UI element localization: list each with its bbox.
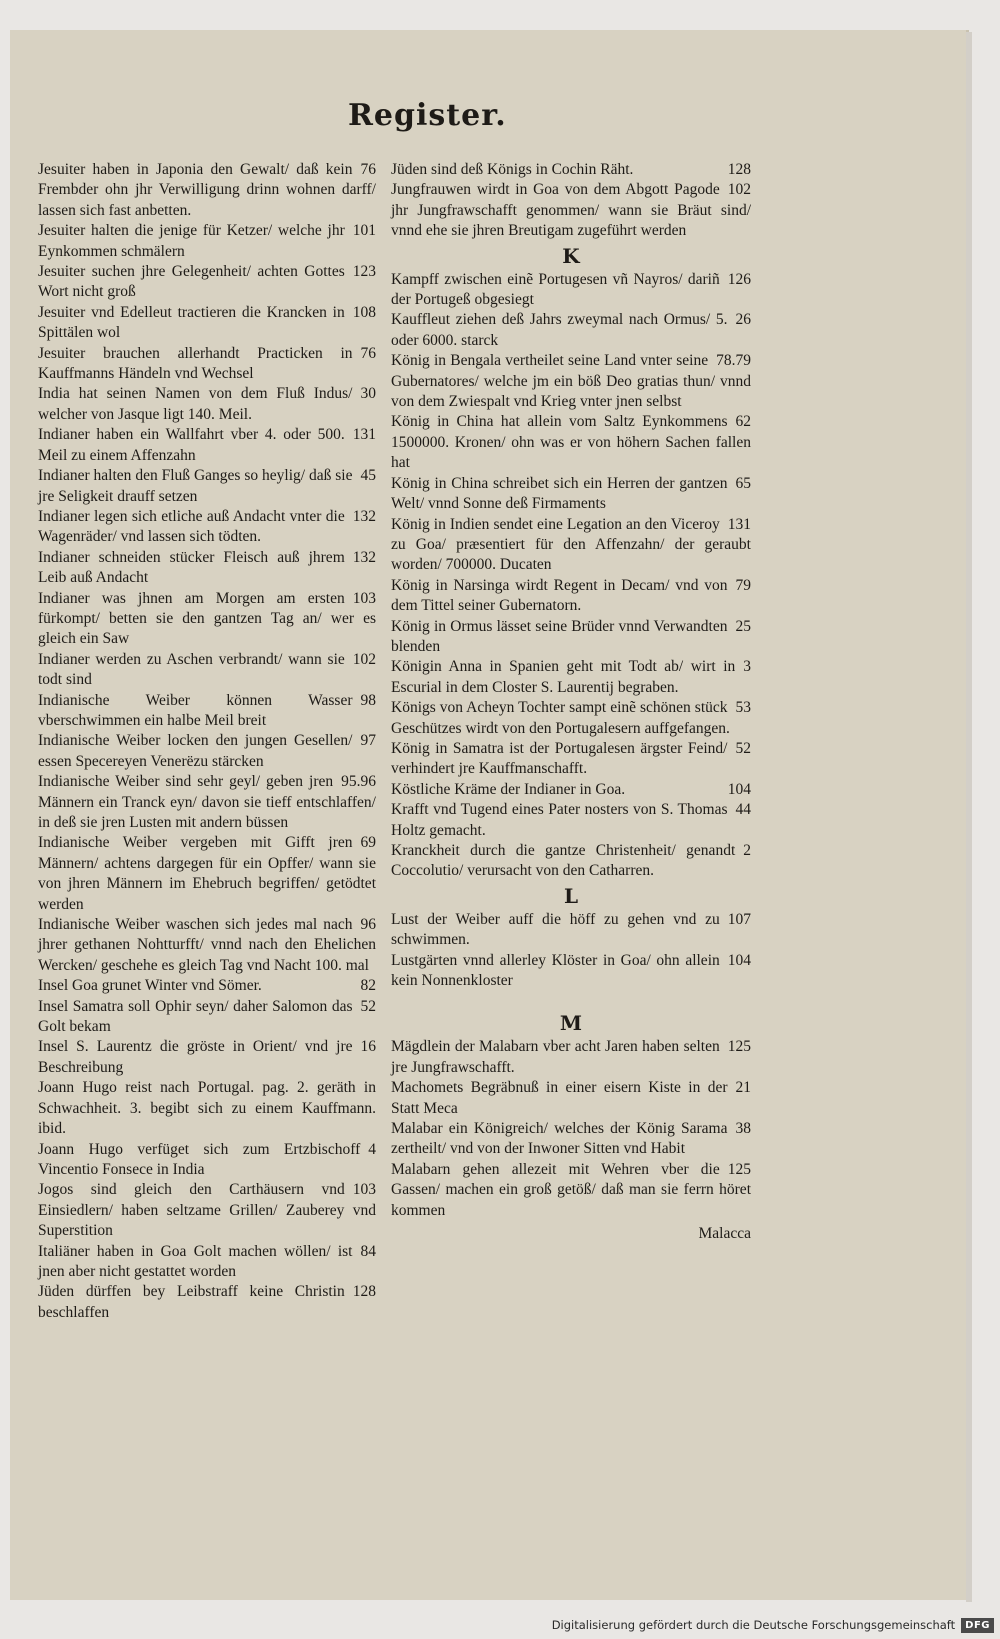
entry-text: Jungfrauwen wirdt in Goa von dem Abgott Pagode jhr Jungfrawschafft genommen/ wann sie Bräut sind/ vnnd ehe sie jhren Breutigam zugeführt werden xyxy=(391,181,751,240)
index-entry xyxy=(38,160,376,221)
page-reference: 3 xyxy=(743,658,751,676)
entry-text: Lustgärten vnnd allerley Klöster in Goa/ ohn allein kein Nonnenkloster xyxy=(391,951,720,990)
page-reference: 126 xyxy=(727,270,751,288)
entry-text: Krafft vnd Tugend eines Pater nosters von S. Thomas Holtz gemacht. xyxy=(391,801,728,839)
entry-text: Indianer halten den Fluß Ganges so heylig/ daß sie jre Seligkeit drauff setzen xyxy=(38,467,353,505)
index-entry xyxy=(38,1242,376,1283)
index-entry xyxy=(38,589,376,650)
index-entry xyxy=(38,650,376,691)
page-reference: 98 xyxy=(360,691,376,709)
page-reference: 84 xyxy=(360,1242,376,1260)
entry-text: Indianische Weiber sind sehr geyl/ geben jren Männern ein Tranck eyn/ davon sie tieff entschlaffen/ in deß sie jren Lusten mit andern büssen xyxy=(38,773,376,831)
page-reference: 2 xyxy=(743,842,751,859)
entry-text: Jüden sind deß Königs in Cochin Räht. xyxy=(391,161,634,178)
page-reference: 132 xyxy=(352,548,376,566)
entry-text: König in China schreibet sich ein Herren der gantzen Welt/ vnnd Sonne deß Firmaments xyxy=(391,474,728,513)
page-reference: 104 xyxy=(727,951,751,969)
index-entry xyxy=(38,221,376,262)
left-column xyxy=(38,160,376,1323)
page-reference: 96 xyxy=(360,916,376,934)
index-entry xyxy=(38,731,376,772)
catchword: Malacca xyxy=(698,1225,751,1243)
page-reference: 103 xyxy=(352,589,376,607)
entry-text: Indianer legen sich etliche auß Andacht vnter die Wagenräder/ vnd lassen sich tödten. xyxy=(38,507,345,546)
index-entry xyxy=(38,466,376,507)
entry-text: Italiäner haben in Goa Golt machen wöllen/ ist jnen aber nicht gestattet worden xyxy=(38,1242,353,1280)
entry-text: Jesuiter suchen jhre Gelegenheit/ achten Gottes Wort nicht groß xyxy=(38,263,345,301)
index-entry xyxy=(391,515,751,576)
entry-text: König in China hat allein vom Saltz Eynkommens 1500000. Kronen/ ohn was er von höhern Sachen fallen hat xyxy=(391,413,751,472)
entry-text: Indianer haben ein Wallfahrt vber 4. oder 500. Meil zu einem Affenzahn xyxy=(38,426,345,464)
index-entry xyxy=(391,617,751,658)
page-edge xyxy=(966,32,972,1602)
index-block-m xyxy=(391,1037,751,1221)
index-entry xyxy=(391,910,751,951)
index-block-l xyxy=(391,910,751,992)
page-reference: 69 xyxy=(360,834,376,852)
index-entry xyxy=(38,507,376,548)
index-entry xyxy=(391,800,751,841)
entry-text: Jesuiter brauchen allerhandt Practicken in Kauffmanns Händeln vnd Wechsel xyxy=(38,344,353,383)
index-entry xyxy=(391,698,751,739)
index-entry xyxy=(38,1140,376,1181)
entry-text: Kranckheit durch die gantze Christenheit/ genandt Coccolutio/ verursacht von den Catharren. xyxy=(391,842,736,880)
page-reference: 45 xyxy=(360,467,376,485)
index-entry xyxy=(38,303,376,344)
index-entry xyxy=(38,691,376,732)
index-entry xyxy=(38,1180,376,1241)
index-entry xyxy=(391,951,751,992)
index-entry xyxy=(391,657,751,698)
page-reference: 107 xyxy=(727,910,751,928)
page-reference: 65 xyxy=(735,474,751,492)
section-gap xyxy=(391,991,751,1009)
entry-text: Malabarn gehen allezeit mit Wehren vber die Gassen/ machen ein groß getöß/ daß man sie ferrn höret kommen xyxy=(391,1160,751,1219)
index-entry xyxy=(391,739,751,780)
page-reference: 44 xyxy=(735,801,751,819)
entry-text: Insel S. Laurentz die gröste in Orient/ vnd jre Beschreibung xyxy=(38,1038,353,1076)
book-page xyxy=(10,30,969,1600)
page-reference: 52 xyxy=(360,997,376,1015)
index-entry xyxy=(38,976,376,996)
page-reference: 52 xyxy=(735,739,751,757)
page-content xyxy=(38,98,758,1478)
index-entry xyxy=(391,412,751,473)
page-reference: 128 xyxy=(352,1283,376,1301)
index-entry xyxy=(391,310,751,351)
page-reference: 62 xyxy=(735,413,751,431)
index-entry xyxy=(391,1078,751,1119)
entry-text: Königin Anna in Spanien geht mit Todt ab/ wirt in Escurial in dem Closter S. Laurentij begraben. xyxy=(391,658,736,696)
page-reference: 82 xyxy=(360,977,376,995)
entry-text: Insel Samatra soll Ophir seyn/ daher Salomon das Golt bekam xyxy=(38,997,353,1036)
page-reference: 108 xyxy=(352,303,376,321)
page-reference: 125 xyxy=(727,1038,751,1056)
entry-text: Köstliche Kräme der Indianer in Goa. xyxy=(391,780,626,798)
index-entry xyxy=(38,772,376,833)
index-entry xyxy=(38,1037,376,1078)
index-entry xyxy=(391,474,751,515)
page-reference: 102 xyxy=(727,181,751,199)
index-entry xyxy=(391,1037,751,1078)
index-entry xyxy=(391,780,751,800)
index-entry xyxy=(391,180,751,241)
entry-text: India hat seinen Namen von dem Fluß Indus/ welcher von Jasque ligt 140. Meil. xyxy=(38,385,353,423)
entry-text: König in Indien sendet eine Legation an den Viceroy zu Goa/ præsentiert für den Affenzahn/ der geraubt worden/ 700000. Ducaten xyxy=(391,515,751,574)
entry-text: Jogos sind gleich den Carthäusern vnd Einsiedlern/ haben seltzame Grillen/ Zauberey vnd Superstition xyxy=(38,1181,376,1240)
index-entry xyxy=(391,576,751,617)
dfg-logo-icon: DFG xyxy=(961,1618,994,1633)
page-reference: 53 xyxy=(735,699,751,717)
page-reference: 79 xyxy=(735,576,751,594)
entry-text: Machomets Begräbnuß in einer eisern Kiste in der Statt Meca xyxy=(391,1079,728,1117)
page-reference: 123 xyxy=(352,263,376,281)
entry-text: Lust der Weiber auff die höff zu gehen vnd zu schwimmen. xyxy=(391,910,720,949)
entry-text: Königs von Acheyn Tochter sampt einẽ schönen stück Geschützes wirdt von den Portugalesern auffgefangen. xyxy=(391,699,730,737)
entry-text: Insel Goa grunet Winter vnd Sömer. xyxy=(38,977,262,995)
section-letter-k: K xyxy=(562,243,580,268)
entry-text: Jesuiter vnd Edelleut tractieren die Krancken in Spittälen wol xyxy=(38,303,345,342)
index-entry xyxy=(391,841,751,882)
page-reference: 76 xyxy=(360,161,376,178)
index-entry xyxy=(391,1119,751,1160)
entry-text: Mägdlein der Malabarn vber acht Jaren haben selten jre Jungfrawschafft. xyxy=(391,1038,720,1076)
footer-text: Digitalisierung gefördert durch die Deutsche Forschungsgemeinschaft xyxy=(551,1618,956,1632)
entry-text: Indianische Weiber waschen sich jedes mal nach jhrer gethanen Nohtturfft/ vnnd nach den Ehelichen Wercken/ geschehe es gleich Tag vnd Nacht 100. mal xyxy=(38,916,376,974)
entry-text: König in Samatra ist der Portugalesen ärgster Feind/ verhindert jre Kauffmanschafft. xyxy=(391,739,728,778)
index-entry xyxy=(38,262,376,303)
page-reference: 101 xyxy=(352,222,376,240)
page-reference: 102 xyxy=(352,650,376,668)
entry-text: Joann Hugo verfüget sich zum Ertzbischoff Vincentio Fonsece in India xyxy=(38,1140,361,1178)
entry-text: König in Narsinga wirdt Regent in Decam/ vnd von dem Tittel seiner Gubernatorn. xyxy=(391,576,728,615)
entry-text: Jesuiter halten die jenige für Ketzer/ welche jhr Eynkommen schmälern xyxy=(38,222,345,260)
page-reference: 25 xyxy=(735,617,751,635)
index-entry xyxy=(38,833,376,915)
entry-text: Jüden dürffen bey Leibstraff keine Christin beschlaffen xyxy=(38,1283,345,1321)
entry-text: Malabar ein Königreich/ welches der König Sarama zertheilt/ vnd von der Inwoner Sitten vnd Habit xyxy=(391,1120,728,1158)
index-block-j-continued xyxy=(391,160,751,242)
index-entry xyxy=(38,425,376,466)
page-reference: 131 xyxy=(727,515,751,533)
index-entry xyxy=(391,270,751,311)
entry-text: Indianische Weiber können Wasser vberschwimmen ein halbe Meil breit xyxy=(38,691,353,729)
page-reference: 26 xyxy=(735,311,751,329)
entry-text: Joann Hugo reist nach Portugal. pag. 2. geräth in Schwachheit. 3. begibt sich zu einem Kauffmann. ibid. xyxy=(38,1079,376,1138)
entry-text: Indianer werden zu Aschen verbrandt/ wann sie todt sind xyxy=(38,650,345,689)
entry-text: König in Bengala vertheilet seine Land vnter seine Gubernatores/ welche jm ein böß Deo gratias thun/ vnnd von dem Zwiespalt vnd Krieg vnter jnen selbst xyxy=(391,352,751,411)
page-reference: 38 xyxy=(735,1120,751,1138)
entry-text: Indianer schneiden stücker Fleisch auß jhrem Leib auß Andacht xyxy=(38,548,345,587)
page-reference: 103 xyxy=(352,1181,376,1199)
section-letter-l: L xyxy=(563,883,579,908)
entry-text: Kampff zwischen einẽ Portugesen vñ Nayros/ dariñ der Portugeß obgesiegt xyxy=(391,270,720,309)
entry-text: Indianer was jhnen am Morgen am ersten fürkompt/ betten sie den gantzen Tag an/ wer es gleich ein Saw xyxy=(38,589,376,648)
page-reference: 131 xyxy=(352,426,376,444)
page-reference: 125 xyxy=(727,1160,751,1178)
entry-text: Indianische Weiber vergeben mit Gifft jren Männern/ achtens dargegen für ein Opffer/ wann sie von jhren Männern im Ehebruch begriffen/ getödtet werden xyxy=(38,834,376,913)
page-reference: 128 xyxy=(727,161,751,178)
index-entry xyxy=(38,915,376,976)
page-reference: 76 xyxy=(360,344,376,362)
index-block-k xyxy=(391,270,751,882)
page-reference: 21 xyxy=(735,1079,751,1097)
page-reference: 132 xyxy=(352,507,376,525)
entry-text: Jesuiter haben in Japonia den Gewalt/ daß kein Frembder ohn jhr Verwilligung drinn wohnen darff/ lassen sich fast anbetten. xyxy=(38,161,376,219)
entry-text: Indianische Weiber locken den jungen Gesellen/ essen Specereyen Venerëzu stärcken xyxy=(38,732,353,770)
page-reference: 97 xyxy=(360,732,376,750)
page-reference: 30 xyxy=(360,385,376,403)
index-entry xyxy=(391,1160,751,1221)
page-reference: 16 xyxy=(360,1038,376,1056)
running-title: Register. xyxy=(348,98,507,133)
page-reference: 104 xyxy=(727,780,751,798)
entry-text: König in Ormus lässet seine Brüder vnnd Verwandten blenden xyxy=(391,617,728,655)
section-letter-m: M xyxy=(559,1011,583,1036)
right-column xyxy=(391,160,751,1243)
index-entry xyxy=(38,548,376,589)
index-entry xyxy=(391,160,751,180)
index-entry xyxy=(38,384,376,425)
page-reference: 78.79 xyxy=(716,352,751,370)
index-entry xyxy=(38,344,376,385)
page-reference: 4 xyxy=(368,1140,376,1158)
index-entry xyxy=(38,1078,376,1139)
index-entry xyxy=(38,997,376,1038)
index-entry xyxy=(391,351,751,412)
page-reference: 95.96 xyxy=(341,773,376,791)
index-entry xyxy=(38,1282,376,1323)
digitization-footer xyxy=(552,1614,994,1636)
entry-text: Kauffleut ziehen deß Jahrs zweymal nach Ormus/ 5. oder 6000. starck xyxy=(391,311,728,349)
